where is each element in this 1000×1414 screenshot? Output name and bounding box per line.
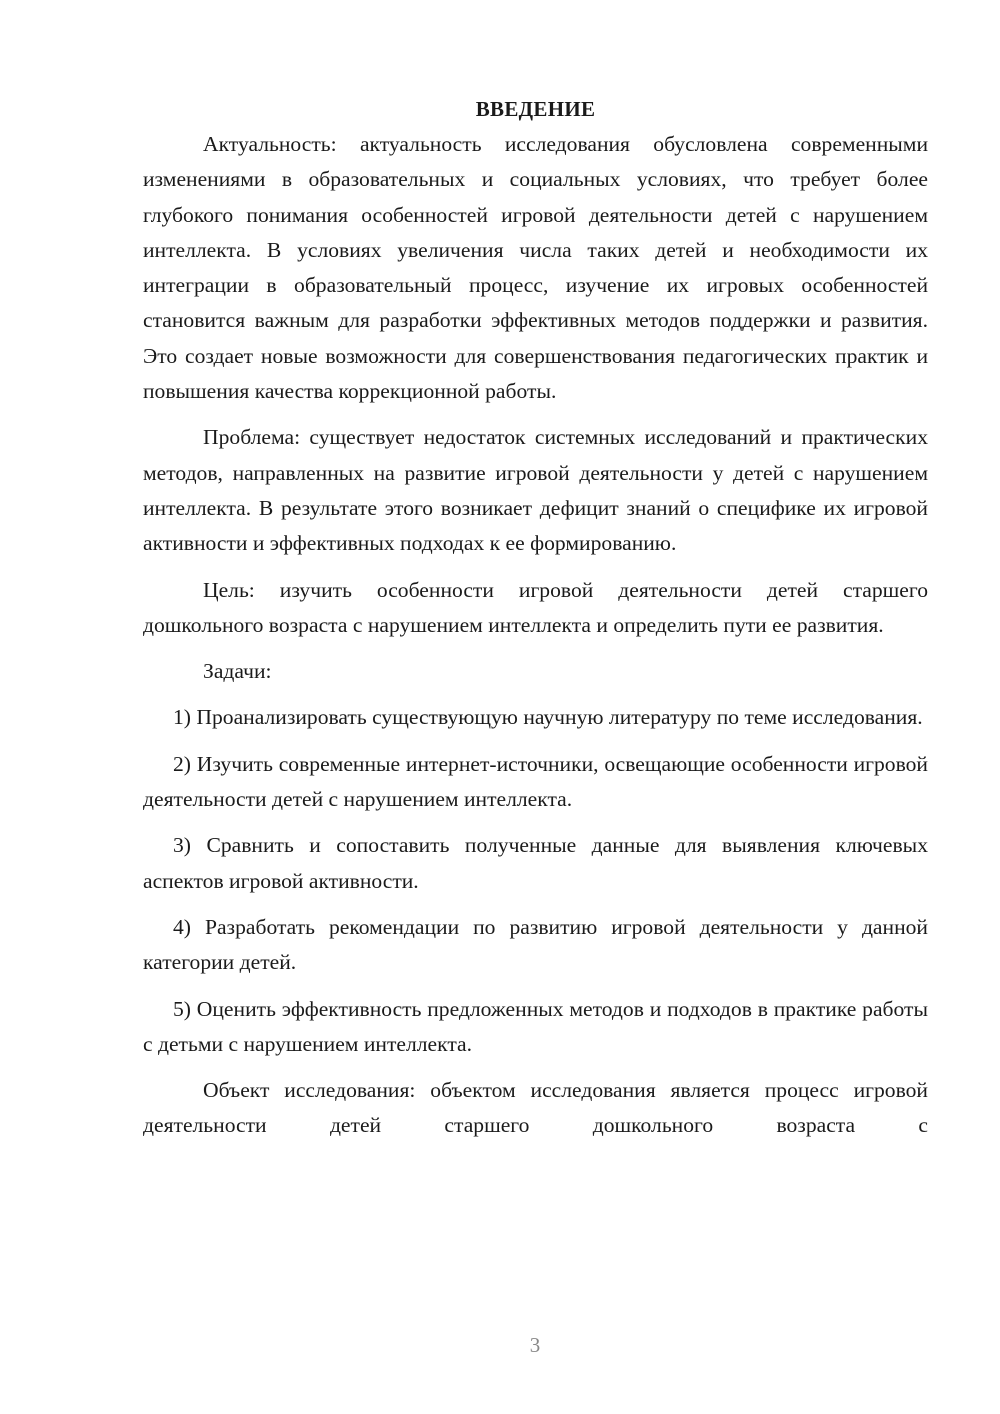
paragraph-actuality: Актуальность: актуальность исследования обусловлена современными изменениями в образовательных и социальных условиях, что требует более глубокого понимания особенностей игровой деятельности детей с нарушением интеллекта. В условиях увеличения числа таких детей и необходимости их интеграции в образовательный процесс, изучение их игровых особенностей становится важным для разработки эффективных методов поддержки и развития. Это создает новые возможности для совершенствования педагогических практик и повышения качества коррекционной работы. <box>143 132 928 404</box>
paragraph-goal: Цель: изучить особенности игровой деятельности детей старшего дошкольного возраста с нарушением интеллекта и определить пути ее развития. <box>143 577 928 637</box>
tasks-label: Задачи: <box>203 659 272 684</box>
paragraph-object: Объект исследования: объектом исследования является процесс игровой деятельности детей старшего дошкольного возраста с <box>143 1078 928 1138</box>
task-item-1: 1) Проанализировать существующую научную литературу по теме исследования. <box>173 705 923 730</box>
task-item-5: 5) Оценить эффективность предложенных методов и подходов в практике работы с детьми с нарушением интеллекта. <box>143 996 928 1056</box>
document-page <box>143 92 928 1144</box>
paragraph-problem: Проблема: существует недостаток системных исследований и практических методов, направленных на развитие игровой деятельности у детей с нарушением интеллекта. В результате этого возникает дефицит знаний о специфике их игровой активности и эффективных подходах к ее формированию. <box>143 425 928 556</box>
task-item-3: 3) Сравнить и сопоставить полученные данные для выявления ключевых аспектов игровой активности. <box>143 833 928 893</box>
task-item-2: 2) Изучить современные интернет-источники, освещающие особенности игровой деятельности детей с нарушением интеллекта. <box>143 751 928 812</box>
task-item-4: 4) Разработать рекомендации по развитию игровой деятельности у данной категории детей. <box>143 914 928 975</box>
section-heading: ВВЕДЕНИЕ <box>475 97 596 121</box>
page-number: 3 <box>529 1333 541 1357</box>
